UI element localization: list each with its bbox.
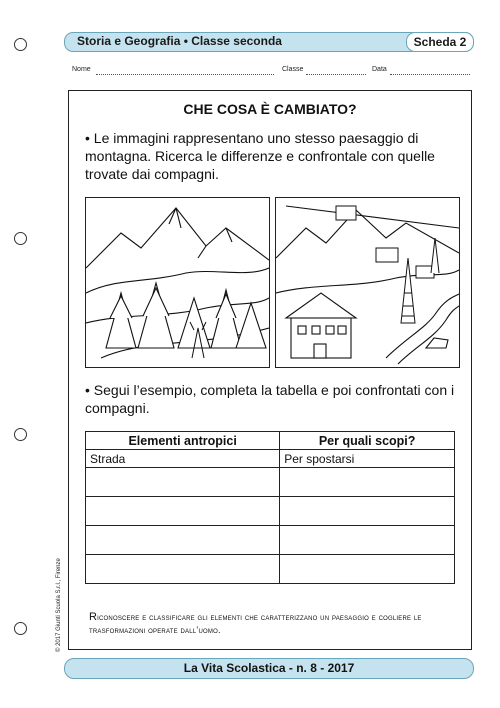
- student-info-row: [72, 66, 472, 78]
- data-field[interactable]: [390, 74, 470, 75]
- table-cell[interactable]: [86, 497, 280, 526]
- table-row: [86, 497, 455, 526]
- footer-bar: La Vita Scolastica - n. 8 - 2017: [64, 658, 474, 679]
- header-bar: [64, 32, 474, 52]
- table-row: [86, 450, 455, 468]
- worksheet-frame: [68, 90, 472, 650]
- table-cell[interactable]: [280, 555, 455, 584]
- table-cell[interactable]: [280, 526, 455, 555]
- table-cell[interactable]: [86, 468, 280, 497]
- instruction-images: • Le immagini rappresentano uno stesso paesaggio di montagna. Ricerca le differenze e confrontale con quelle trovate dai compagni.: [85, 130, 435, 182]
- classe-field[interactable]: [306, 74, 366, 75]
- scheda-label: Scheda 2: [406, 32, 474, 52]
- column-header-elements: Elementi antropici: [86, 432, 280, 450]
- binder-hole-top: [14, 38, 27, 51]
- modified-landscape-drawing: [276, 198, 459, 367]
- table-row: [86, 555, 455, 584]
- table-row: [86, 526, 455, 555]
- table-cell[interactable]: [280, 468, 455, 497]
- nome-label: Nome: [72, 66, 91, 73]
- table-row: [86, 468, 455, 497]
- table-cell[interactable]: [86, 555, 280, 584]
- table-cell[interactable]: [280, 497, 455, 526]
- copyright-credit: © 2017 Giunti Scuola S.r.l., Firenze: [56, 558, 62, 652]
- instruction-table: • Segui l’esempio, completa la tabella e poi confrontati con i compagni.: [85, 382, 455, 416]
- column-header-purpose: Per quali scopi?: [280, 432, 455, 450]
- worksheet-title: CHE COSA È CAMBIATO?: [183, 101, 357, 117]
- table-header-row: [86, 432, 455, 450]
- mountain-landscape-drawing: [86, 198, 269, 367]
- binder-hole-lower-middle: [14, 428, 27, 441]
- binder-hole-bottom: [14, 622, 27, 635]
- binder-hole-upper-middle: [14, 232, 27, 245]
- table-cell[interactable]: Strada: [86, 450, 280, 468]
- classe-label: Classe: [282, 66, 304, 73]
- landscape-after-image: [275, 197, 460, 368]
- landscape-before-image: [85, 197, 270, 368]
- table-cell[interactable]: Per spostarsi: [280, 450, 455, 468]
- table-cell[interactable]: [86, 526, 280, 555]
- anthropic-elements-table: [85, 431, 455, 584]
- learning-objective: Riconoscere e classificare gli elementi che caratterizzano un paesaggio e cogliere le trasformazioni operate dall’uomo.: [89, 611, 422, 635]
- nome-field[interactable]: [96, 74, 274, 75]
- data-label: Data: [372, 66, 387, 73]
- header-title: Storia e Geografia • Classe seconda: [77, 34, 282, 48]
